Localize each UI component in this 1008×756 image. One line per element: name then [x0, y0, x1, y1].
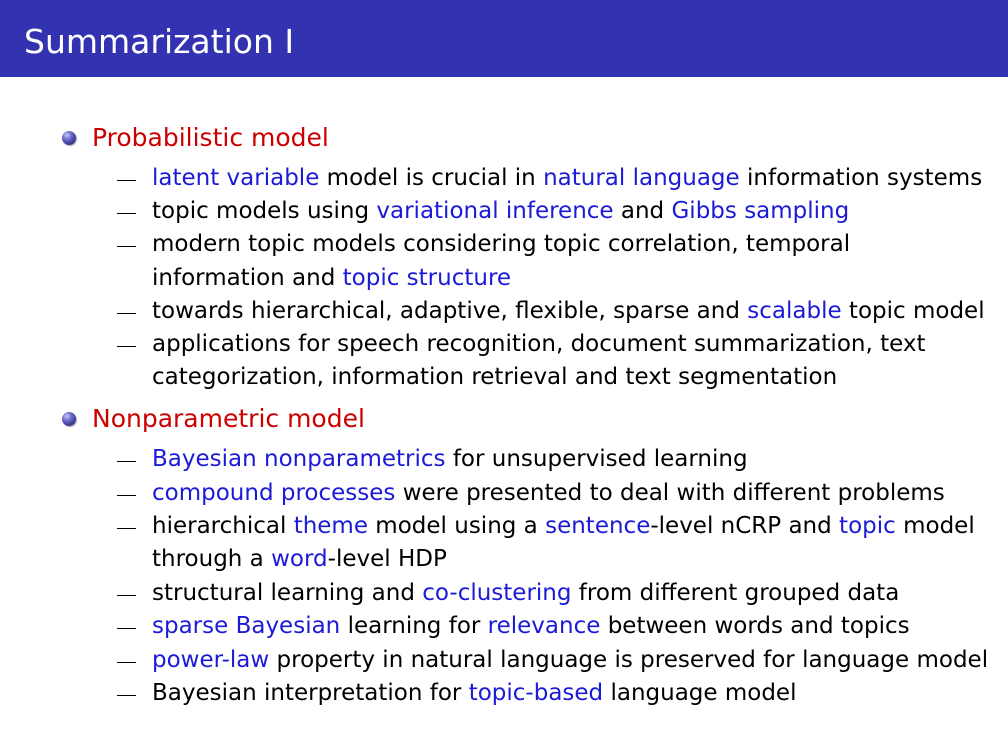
item-text: towards hierarchical, adaptive, flexible, sparse and	[152, 298, 748, 324]
highlight-term: scalable	[747, 298, 842, 324]
dash-icon	[117, 495, 136, 496]
highlight-term: sparse Bayesian	[152, 613, 341, 639]
item-text: model	[895, 513, 975, 539]
list-item	[152, 645, 988, 675]
list-item	[152, 296, 985, 326]
highlight-term: relevance	[487, 613, 601, 639]
list-item-continuation	[152, 362, 837, 392]
highlight-term: theme	[293, 513, 368, 539]
item-text: for unsupervised learning	[445, 446, 748, 472]
list-item-continuation	[152, 263, 511, 293]
highlight-term: Gibbs sampling	[671, 198, 850, 224]
section-heading-probabilistic: Probabilistic model	[92, 123, 329, 152]
item-text: between words and topics	[600, 613, 910, 639]
item-text: categorization, information retrieval and text segmentation	[152, 364, 838, 390]
item-text: topic model	[841, 298, 985, 324]
list-item	[152, 196, 849, 226]
list-item	[152, 444, 748, 474]
dash-icon	[117, 628, 136, 629]
item-text: -level nCRP and	[650, 513, 840, 539]
highlight-term: topic structure	[342, 265, 512, 291]
item-text: applications for speech recognition, document summarization, text	[152, 331, 926, 357]
highlight-term: word	[271, 546, 328, 572]
list-item-continuation	[152, 544, 447, 574]
item-text: hierarchical	[152, 513, 294, 539]
item-text: learning for	[340, 613, 488, 639]
section-heading-nonparametric: Nonparametric model	[92, 404, 365, 433]
item-text: through a	[152, 546, 272, 572]
highlight-term: co-clustering	[422, 580, 572, 606]
dash-icon	[117, 595, 136, 596]
dash-icon	[117, 528, 136, 529]
item-text: language model	[603, 680, 797, 706]
bullet-ball-icon	[62, 131, 76, 145]
dash-icon	[117, 695, 136, 696]
dash-icon	[117, 180, 136, 181]
item-text: were presented to deal with different problems	[395, 480, 945, 506]
bullet-ball-icon	[62, 412, 76, 426]
item-text: from different grouped data	[571, 580, 900, 606]
dash-icon	[117, 461, 136, 462]
item-text: and	[613, 198, 672, 224]
item-text: information systems	[739, 165, 983, 191]
item-text: Bayesian interpretation for	[152, 680, 469, 706]
item-text: model is crucial in	[319, 165, 544, 191]
list-item	[152, 578, 899, 608]
list-item	[152, 611, 910, 641]
dash-icon	[117, 346, 136, 347]
highlight-term: topic	[839, 513, 896, 539]
slide-title: Summarization I	[24, 22, 295, 61]
item-text: model using a	[368, 513, 546, 539]
highlight-term: variational inference	[376, 198, 614, 224]
highlight-term: latent variable	[152, 165, 320, 191]
dash-icon	[117, 313, 136, 314]
dash-icon	[117, 246, 136, 247]
list-item	[152, 511, 975, 541]
highlight-term: power-law	[152, 647, 270, 673]
highlight-term: Bayesian nonparametrics	[152, 446, 446, 472]
item-text: -level HDP	[327, 546, 447, 572]
list-item	[152, 478, 945, 508]
item-text: topic models using	[152, 198, 377, 224]
item-text: information and	[152, 265, 343, 291]
dash-icon	[117, 662, 136, 663]
highlight-term: compound processes	[152, 480, 396, 506]
highlight-term: topic-based	[468, 680, 604, 706]
list-item	[152, 229, 850, 259]
list-item	[152, 163, 982, 193]
highlight-term: natural language	[543, 165, 740, 191]
highlight-term: sentence	[545, 513, 651, 539]
item-text: property in natural language is preserved for language model	[269, 647, 989, 673]
dash-icon	[117, 213, 136, 214]
list-item	[152, 329, 926, 359]
list-item	[152, 678, 796, 708]
item-text: structural learning and	[152, 580, 423, 606]
item-text: modern topic models considering topic correlation, temporal	[152, 231, 851, 257]
